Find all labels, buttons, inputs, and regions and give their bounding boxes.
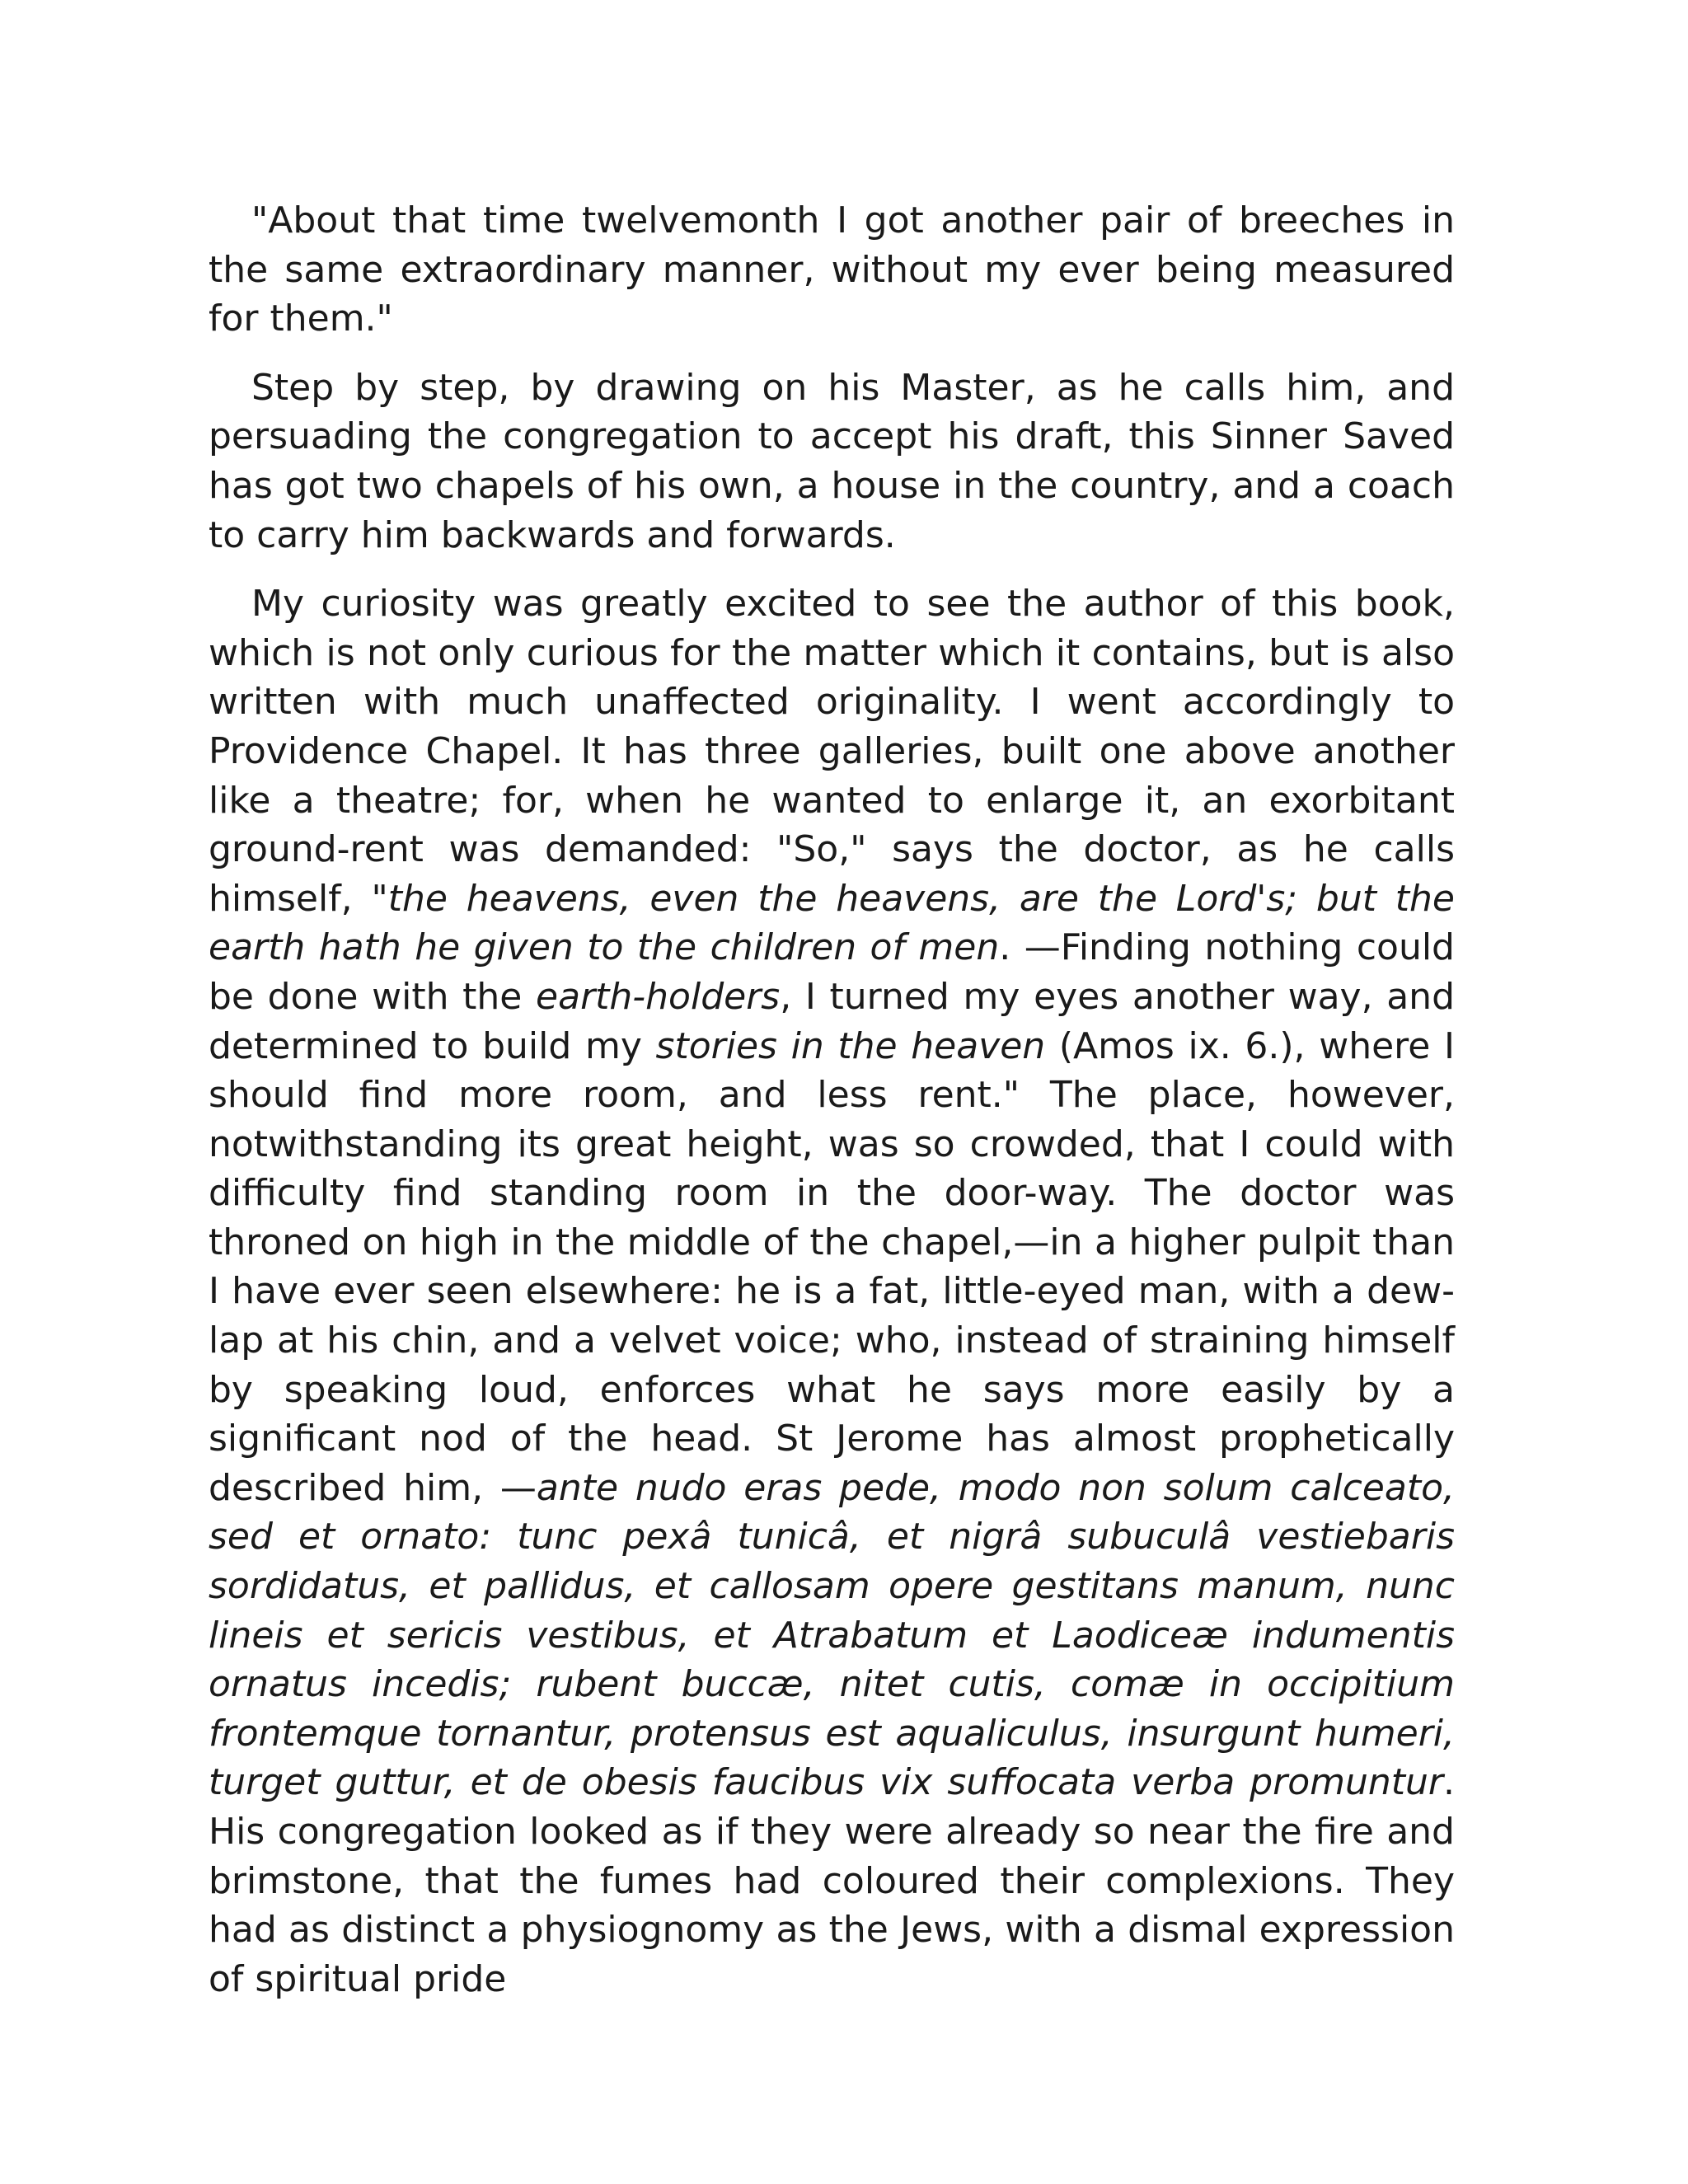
paragraph-2 bbox=[209, 363, 1455, 560]
paragraph-1-text: "About that time twelvemonth I got another pair of breeches in the same extraordinary manner, without my ever being measured for them." bbox=[209, 199, 1455, 340]
paragraph-1 bbox=[209, 196, 1455, 344]
emphasis-earth-holders: earth-holders bbox=[536, 975, 781, 1018]
paragraph-3-text-1: My curiosity was greatly excited to see the author of this book, which is not only curious for the matter which it contains, but is also written with much unaffected originality. I went accordingly to Providence Chapel. It has three galleries, built one above another like a theatre; for, when he wanted to enlarge it, an exorbitant ground-rent was demanded: "So," says the doctor, as he calls himself, " bbox=[209, 583, 1455, 920]
page-body bbox=[209, 196, 1455, 2023]
quotation-italic-1: the heavens, even the heavens, are the Lord's; but the earth hath he given to the children of men bbox=[209, 877, 1455, 969]
paragraph-3-text-4: (Amos ix. 6.), where I should find more room, and less rent." The place, however, notwithstanding its great height, was so crowded, that I could with difficulty find standing room in the door-way. The doctor was throned on high in the middle of the chapel,—in a higher pulpit than I have ever seen elsewhere: he is a fat, little-eyed man, with a dew-lap at his chin, and a velvet voice; who, instead of straining himself by speaking loud, enforces what he says more easily by a significant nod of the head. St Jerome has almost prophetically described him, — bbox=[209, 1024, 1455, 1509]
paragraph-3-text-3: , I turned my eyes another way, and determined to build my bbox=[209, 975, 1455, 1067]
paragraph-3 bbox=[209, 579, 1455, 2004]
paragraph-2-text: Step by step, by drawing on his Master, as he calls him, and persuading the congregation to accept his draft, this Sinner Saved has got two chapels of his own, a house in the country, and a coach to carry him backwards and forwards. bbox=[209, 366, 1455, 556]
paragraph-3-text-2: . —Finding nothing could be done with the bbox=[209, 926, 1455, 1018]
latin-quotation: ante nudo eras pede, modo non solum calceato, sed et ornato: tunc pexâ tunicâ, et nigrâ subuculâ vestiebaris sordidatus, et pallidus, et callosam opere gestitans manum, nunc lineis et sericis vestibus, et Atrabatum et Laodiceæ indumentis ornatus incedis; rubent buccæ, nitet cutis, comæ in occipitium frontemque tornantur, protensus est aqualiculus, insurgunt humeri, turget guttur, et de obesis faucibus vix suffocata verba promuntur bbox=[209, 1466, 1456, 1804]
emphasis-stories-in-heaven: stories in the heaven bbox=[655, 1024, 1046, 1067]
paragraph-3-text-5: . His congregation looked as if they were already so near the fire and brimstone, that the fumes had coloured their complexions. They had as distinct a physiognomy as the Jews, with a dismal expression of spiritual pride bbox=[209, 1761, 1455, 2000]
